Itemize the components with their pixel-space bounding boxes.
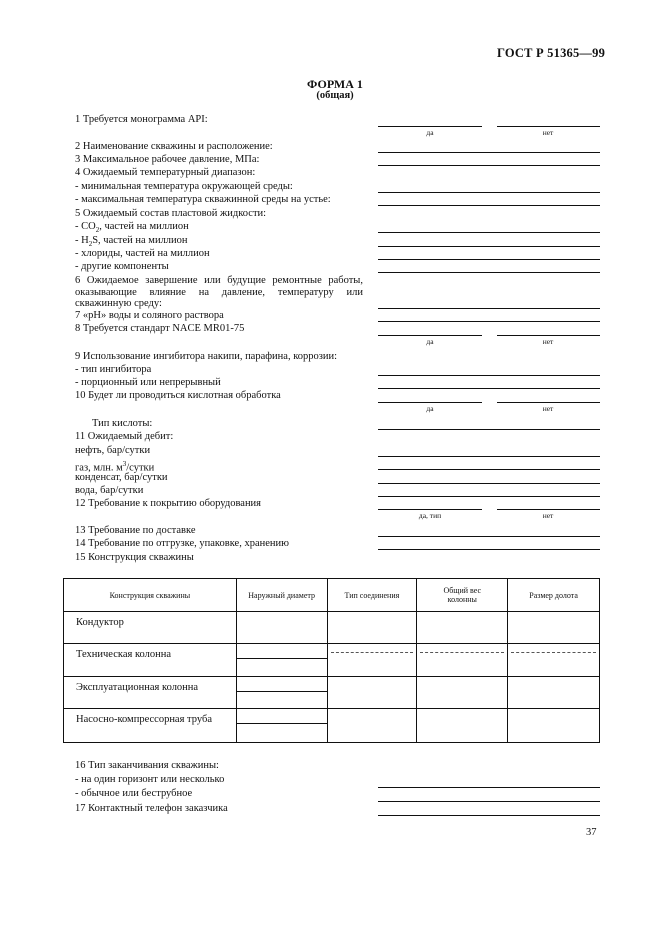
gas-prefix: газ, млн. м [75, 462, 123, 474]
col-header-outer-diameter: Наружный диаметр [236, 579, 327, 612]
dashed-divider [511, 652, 596, 653]
item-1-yes-caption: да [426, 128, 434, 137]
item-10a-line[interactable] [378, 429, 600, 430]
item-16a-label: - на один горизонт или несколько [75, 774, 225, 785]
row-label-conductor: Кондуктор [76, 617, 124, 628]
item-11-label: 11 Ожидаемый дебит: [75, 431, 174, 442]
bit-size-cell[interactable] [508, 612, 600, 644]
connection-type-cell[interactable] [327, 644, 417, 677]
co2-prefix: - CO [75, 221, 96, 232]
item-9a-line[interactable] [378, 375, 600, 376]
item-4a-line[interactable] [378, 192, 600, 193]
gas-superscript: 3 [122, 460, 127, 468]
item-8-label: 8 Требуется стандарт NACE MR01-75 [75, 323, 245, 334]
item-8-no-line[interactable] [497, 335, 600, 336]
outer-diameter-cell[interactable] [236, 709, 327, 743]
item-16b-label: - обычное или беструбное [75, 788, 193, 799]
col-header-construction: Конструкция скважины [64, 579, 237, 612]
outer-diameter-cell[interactable] [236, 612, 327, 644]
bit-size-cell[interactable] [508, 644, 600, 677]
bit-size-cell[interactable] [508, 677, 600, 709]
item-1-label: 1 Требуется монограмма API: [75, 114, 208, 125]
co2-suffix: , частей на миллион [99, 221, 189, 232]
item-14-label: 14 Требование по отгрузке, упаковке, хранению [75, 538, 289, 549]
form-subtitle: (общая) [316, 90, 354, 101]
item-10-no-line[interactable] [497, 402, 600, 403]
item-11a-line[interactable] [378, 456, 600, 457]
item-11a-label: нефть, бар/сутки [75, 445, 151, 456]
outer-diameter-cell[interactable] [236, 644, 327, 677]
item-3-label: 3 Максимальное рабочее давление, МПа: [75, 154, 260, 165]
table-row [64, 709, 600, 743]
item-5-label: 5 Ожидаемый состав пластовой жидкости: [75, 208, 267, 219]
item-6-line[interactable] [378, 308, 600, 309]
item-1-no-line[interactable] [497, 126, 600, 127]
item-11c-label: конденсат, бар/сутки [75, 472, 168, 483]
total-weight-cell[interactable] [417, 677, 508, 709]
col-header-bit-size: Размер долота [508, 579, 600, 612]
item-14-line[interactable] [378, 549, 600, 550]
total-weight-cell[interactable] [417, 612, 508, 644]
connection-type-cell[interactable] [327, 612, 417, 644]
item-10-yes-caption: да [426, 404, 434, 413]
connection-type-cell[interactable] [327, 709, 417, 743]
item-2-line[interactable] [378, 152, 600, 153]
co2-subscript: 2 [95, 226, 100, 235]
item-7-line[interactable] [378, 321, 600, 322]
item-5d-line[interactable] [378, 272, 600, 273]
row-label-cell [64, 677, 237, 709]
item-12-yes-line[interactable] [378, 509, 482, 510]
table-row [64, 612, 600, 644]
item-8-yes-caption: да [426, 337, 434, 346]
item-5d-label: - другие компоненты [75, 261, 169, 272]
page-number: 37 [586, 827, 597, 838]
item-4b-line[interactable] [378, 205, 600, 206]
item-5c-label: - хлориды, частей на миллион [75, 248, 210, 259]
item-12-no-caption: нет [542, 511, 554, 520]
item-17-line[interactable] [378, 815, 600, 816]
item-11d-line[interactable] [378, 496, 600, 497]
item-8-yes-line[interactable] [378, 335, 482, 336]
col-header-total-weight: Общий вес колонны [417, 579, 508, 612]
standard-header: ГОСТ Р 51365—99 [497, 46, 606, 60]
item-5a-line[interactable] [378, 232, 600, 233]
item-5b-line[interactable] [378, 246, 600, 247]
row-label-production-casing: Эксплуатационная колонна [76, 682, 199, 693]
item-11c-line[interactable] [378, 483, 600, 484]
item-6-label: 6 Ожидаемое завершение или будущие ремонтные работы, оказывающие влияние на давление, температуру или скважинную среду: [75, 275, 363, 309]
item-5c-line[interactable] [378, 259, 600, 260]
item-11b-line[interactable] [378, 469, 600, 470]
item-9a-label: - тип ингибитора [75, 364, 152, 375]
item-8-no-caption: нет [542, 337, 554, 346]
gas-suffix: /сутки [126, 462, 155, 474]
item-4a-label: - минимальная температура окружающей среды: [75, 181, 293, 192]
h2s-suffix: S, частей на миллион [92, 235, 188, 246]
item-9-label: 9 Использование ингибитора накипи, парафина, коррозии: [75, 351, 338, 362]
total-weight-cell[interactable] [417, 709, 508, 743]
cell-divider [237, 644, 327, 659]
item-16a-line[interactable] [378, 787, 600, 788]
row-label-intermediate-casing: Техническая колонна [76, 649, 172, 660]
item-15-label: 15 Конструкция скважины [75, 552, 194, 563]
table-header-row [64, 579, 600, 612]
item-3-line[interactable] [378, 165, 600, 166]
outer-diameter-cell[interactable] [236, 677, 327, 709]
item-13-line[interactable] [378, 536, 600, 537]
cell-divider [237, 677, 327, 692]
well-construction-table [63, 578, 600, 743]
item-16-label: 16 Тип заканчивания скважины: [75, 760, 219, 771]
item-4-label: 4 Ожидаемый температурный диапазон: [75, 167, 256, 178]
cell-divider [237, 709, 327, 724]
item-16b-line[interactable] [378, 801, 600, 802]
item-9b-line[interactable] [378, 388, 600, 389]
form-title: ФОРМА 1 [307, 77, 363, 91]
item-12-yes-caption: да, тип [418, 511, 442, 520]
item-7-label: 7 «pH» воды и соляного раствора [75, 310, 224, 321]
row-label-cell [64, 644, 237, 677]
item-17-label: 17 Контактный телефон заказчика [75, 803, 228, 814]
bit-size-cell[interactable] [508, 709, 600, 743]
connection-type-cell[interactable] [327, 677, 417, 709]
item-1-no-caption: нет [542, 128, 554, 137]
item-12-label: 12 Требование к покрытию оборудования [75, 498, 262, 509]
item-10-no-caption: нет [542, 404, 554, 413]
item-10a-label: Тип кислоты: [92, 418, 153, 429]
dashed-divider [331, 652, 414, 653]
item-9b-label: - порционный или непрерывный [75, 377, 221, 388]
h2s-prefix: - H [75, 235, 89, 246]
row-label-tubing: Насосно-компрессорная труба [76, 714, 212, 725]
h2s-subscript: 2 [88, 240, 93, 249]
col-header-connection-type: Тип соединения [327, 579, 417, 612]
table-row [64, 644, 600, 677]
item-2-label: 2 Наименование скважины и расположение: [75, 141, 273, 152]
item-10-label: 10 Будет ли проводиться кислотная обработка [75, 390, 281, 401]
dashed-divider [420, 652, 504, 653]
item-11d-label: вода, бар/сутки [75, 485, 144, 496]
item-1-yes-line[interactable] [378, 126, 482, 127]
item-4b-label: - максимальная температура скважинной среды на устье: [75, 194, 331, 205]
row-label-cell [64, 612, 237, 644]
total-weight-cell[interactable] [417, 644, 508, 677]
item-5a-label [75, 221, 189, 236]
item-12-no-line[interactable] [497, 509, 600, 510]
table-row [64, 677, 600, 709]
item-10-yes-line[interactable] [378, 402, 482, 403]
row-label-cell [64, 709, 237, 743]
item-13-label: 13 Требование по доставке [75, 525, 196, 536]
